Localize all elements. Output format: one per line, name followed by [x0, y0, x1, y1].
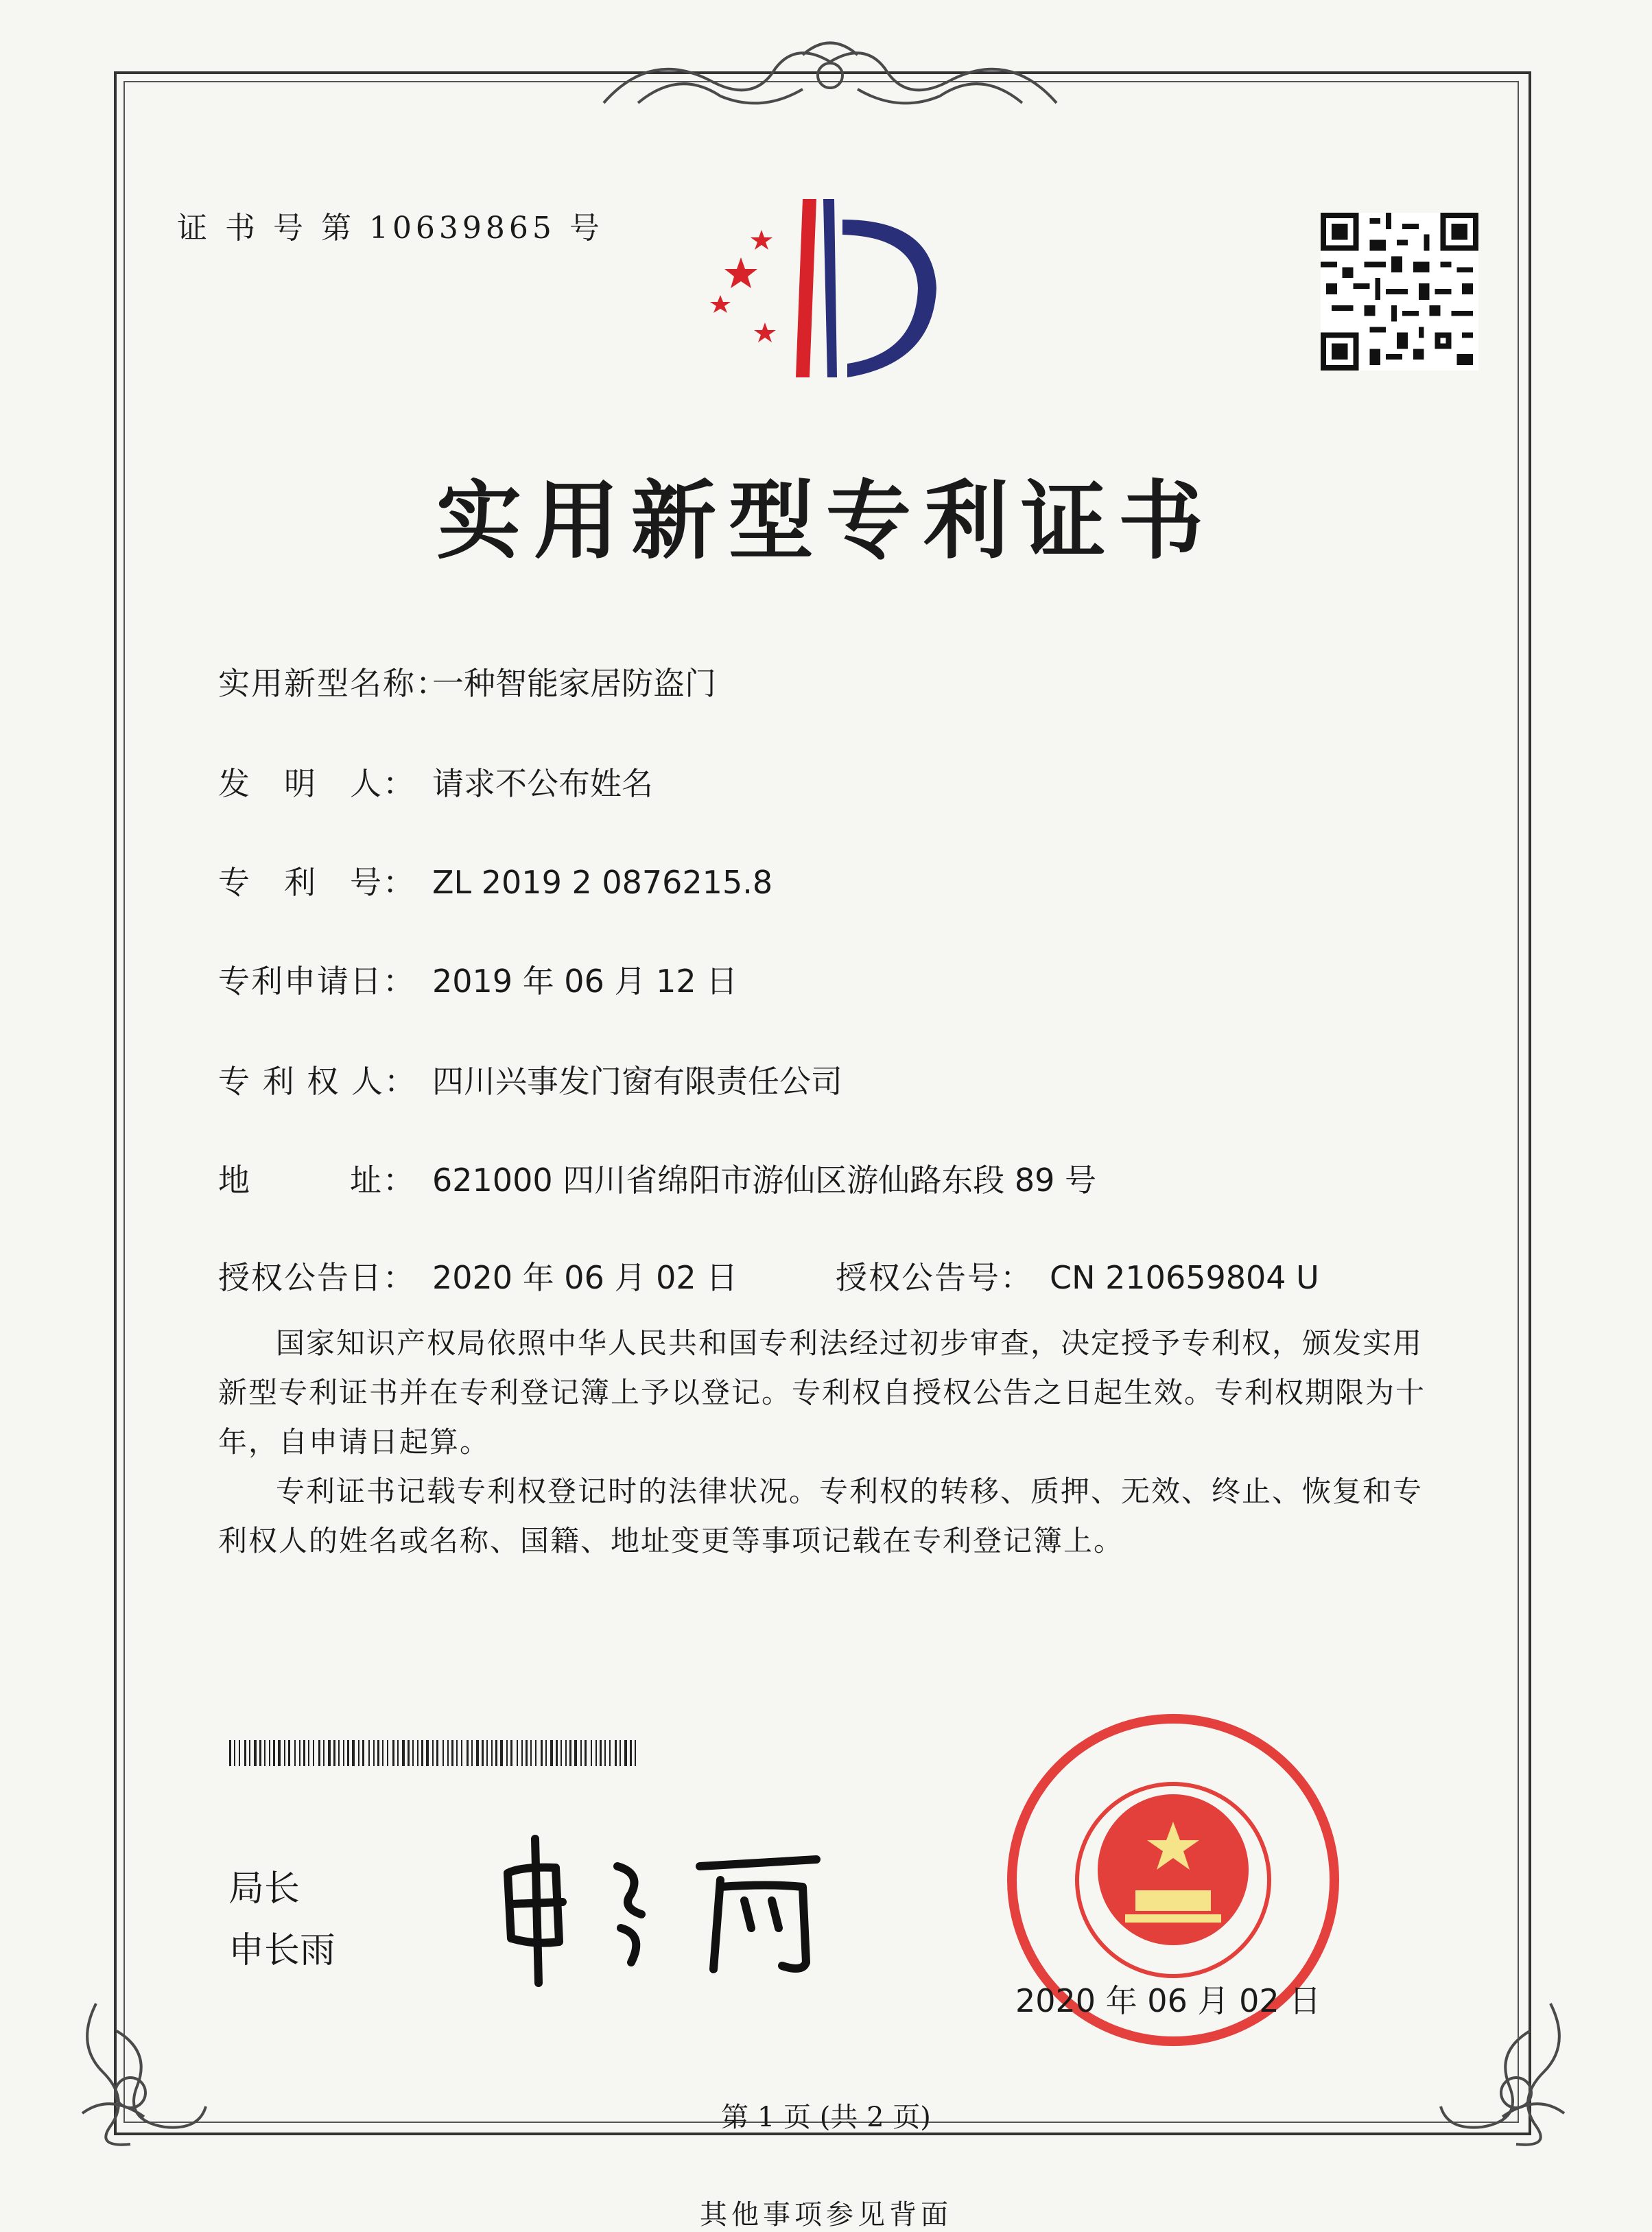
field-value: ZL 2019 2 0876215.8 [432, 864, 773, 901]
field-application-date [218, 956, 738, 1002]
director-name: 申长雨 [228, 1930, 336, 1971]
page-number: 第 1 页 (共 2 页) [721, 2102, 931, 2133]
cnipa-emblem-icon [700, 192, 960, 391]
field-label: 授权公告号： [836, 1259, 1033, 1296]
field-label: 实用新型名称： [218, 665, 449, 702]
field-grant-announcement-number [836, 1253, 1319, 1298]
field-inventor [218, 759, 653, 804]
field-utility-model-name [218, 659, 716, 704]
body-paragraph: 国家知识产权局依照中华人民共和国专利法经过初步审查，决定授予专利权，颁发实用新型专利证书并在专利登记簿上予以登记。专利权自授权公告之日起生效。专利权期限为十年，自申请日起算。 [218, 1326, 1426, 1459]
field-value: 四川兴事发门窗有限责任公司 [432, 1063, 842, 1100]
certificate-title: 实用新型专利证书 [436, 472, 1216, 571]
field-patentee [218, 1057, 842, 1102]
field-patent-number [218, 858, 772, 903]
director-title: 局长 [228, 1868, 300, 1910]
certificate-number: 证 书 号 第 10639865 号 [177, 211, 604, 246]
top-ornament-icon [597, 34, 1063, 124]
seal-date: 2020 年 06 月 02 日 [1015, 1982, 1321, 2019]
field-value: 请求不公布姓名 [432, 765, 653, 802]
field-grant-announcement-date [218, 1253, 738, 1298]
field-label: 专 利 权 人： [218, 1063, 417, 1100]
field-value: CN 210659804 U [1050, 1259, 1319, 1296]
body-text [218, 1319, 1446, 1566]
body-paragraph: 专利证书记载专利权登记时的法律状况。专利权的转移、质押、无效、终止、恢复和专利权人的姓名或名称、国籍、地址变更等事项记载在专利登记簿上。 [218, 1475, 1424, 1558]
field-label: 地 址： [218, 1162, 416, 1199]
barcode-icon [229, 1740, 641, 1766]
footer-note: 其他事项参见背面 [700, 2199, 952, 2231]
field-value: 2019 年 06 月 12 日 [432, 963, 738, 1000]
field-value: 2020 年 06 月 02 日 [432, 1259, 738, 1296]
field-address [218, 1155, 1096, 1201]
field-label: 授权公告日： [218, 1259, 416, 1296]
field-value: 一种智能家居防盗门 [432, 665, 716, 702]
field-label: 专 利 号： [218, 864, 416, 901]
field-value: 621000 四川省绵阳市游仙区游仙路东段 89 号 [432, 1162, 1096, 1199]
field-label: 发 明 人： [218, 765, 416, 802]
field-label: 专利申请日： [218, 963, 416, 1000]
qr-code-icon [1321, 213, 1478, 371]
signature-icon [494, 1825, 851, 1990]
